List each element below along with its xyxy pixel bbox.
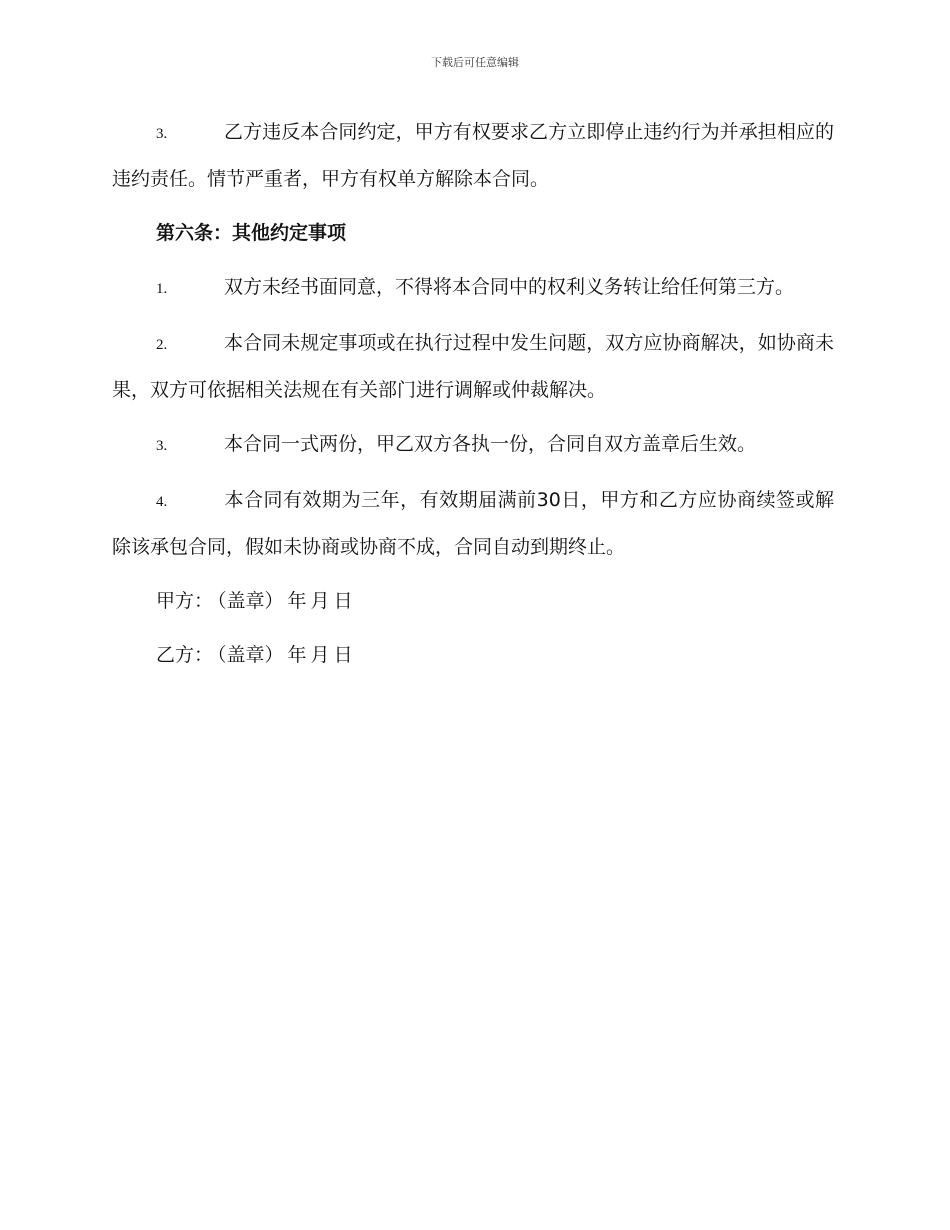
seal-label: （盖章） xyxy=(217,590,284,612)
party-label: 乙方： xyxy=(156,644,214,666)
clause-number: 2. xyxy=(156,337,168,353)
date-month: 月 xyxy=(310,644,330,666)
clause-number: 4. xyxy=(156,494,168,510)
running-header: 下载后可任意编辑 xyxy=(431,56,519,69)
party-label: 甲方： xyxy=(156,590,214,612)
date-year: 年 xyxy=(287,590,307,612)
clause-5-item-3 xyxy=(112,110,834,202)
date-day: 日 xyxy=(333,590,353,612)
section-6-item-2 xyxy=(112,321,834,413)
clause-text: 双方未经书面同意，不得将本合同中的权利义务转让给任何第三方。 xyxy=(224,276,795,298)
clause-text: 乙方违反本合同约定，甲方有权要求乙方立即停止违约行为并承担相应的违约责任。情节严重者，甲方有权单方解除本合同。 xyxy=(112,121,834,190)
signature-party-a xyxy=(112,579,834,624)
clause-number: 1. xyxy=(156,281,168,297)
clause-text: 本合同一式两份，甲乙双方各执一份，合同自双方盖章后生效。 xyxy=(224,433,757,455)
section-6-item-4 xyxy=(112,478,834,570)
section-6-item-1 xyxy=(112,265,834,312)
section-6-heading: 第六条：其他约定事项 xyxy=(156,222,347,244)
clause-number: 3. xyxy=(156,438,168,454)
date-year: 年 xyxy=(287,644,307,666)
clause-number: 3. xyxy=(156,126,168,142)
seal-label: （盖章） xyxy=(217,644,284,666)
signature-party-b xyxy=(112,633,834,678)
date-day: 日 xyxy=(333,644,353,666)
document-body xyxy=(112,110,834,687)
section-6-item-3 xyxy=(112,422,834,469)
date-month: 月 xyxy=(310,590,330,612)
clause-text: 本合同未规定事项或在执行过程中发生问题，双方应协商解决，如协商未果，双方可依据相关法规在有关部门进行调解或仲裁解决。 xyxy=(112,332,834,401)
clause-text: 本合同有效期为三年，有效期届满前30日，甲方和乙方应协商续签或解除该承包合同，假如未协商或协商不成，合同自动到期终止。 xyxy=(112,489,834,558)
